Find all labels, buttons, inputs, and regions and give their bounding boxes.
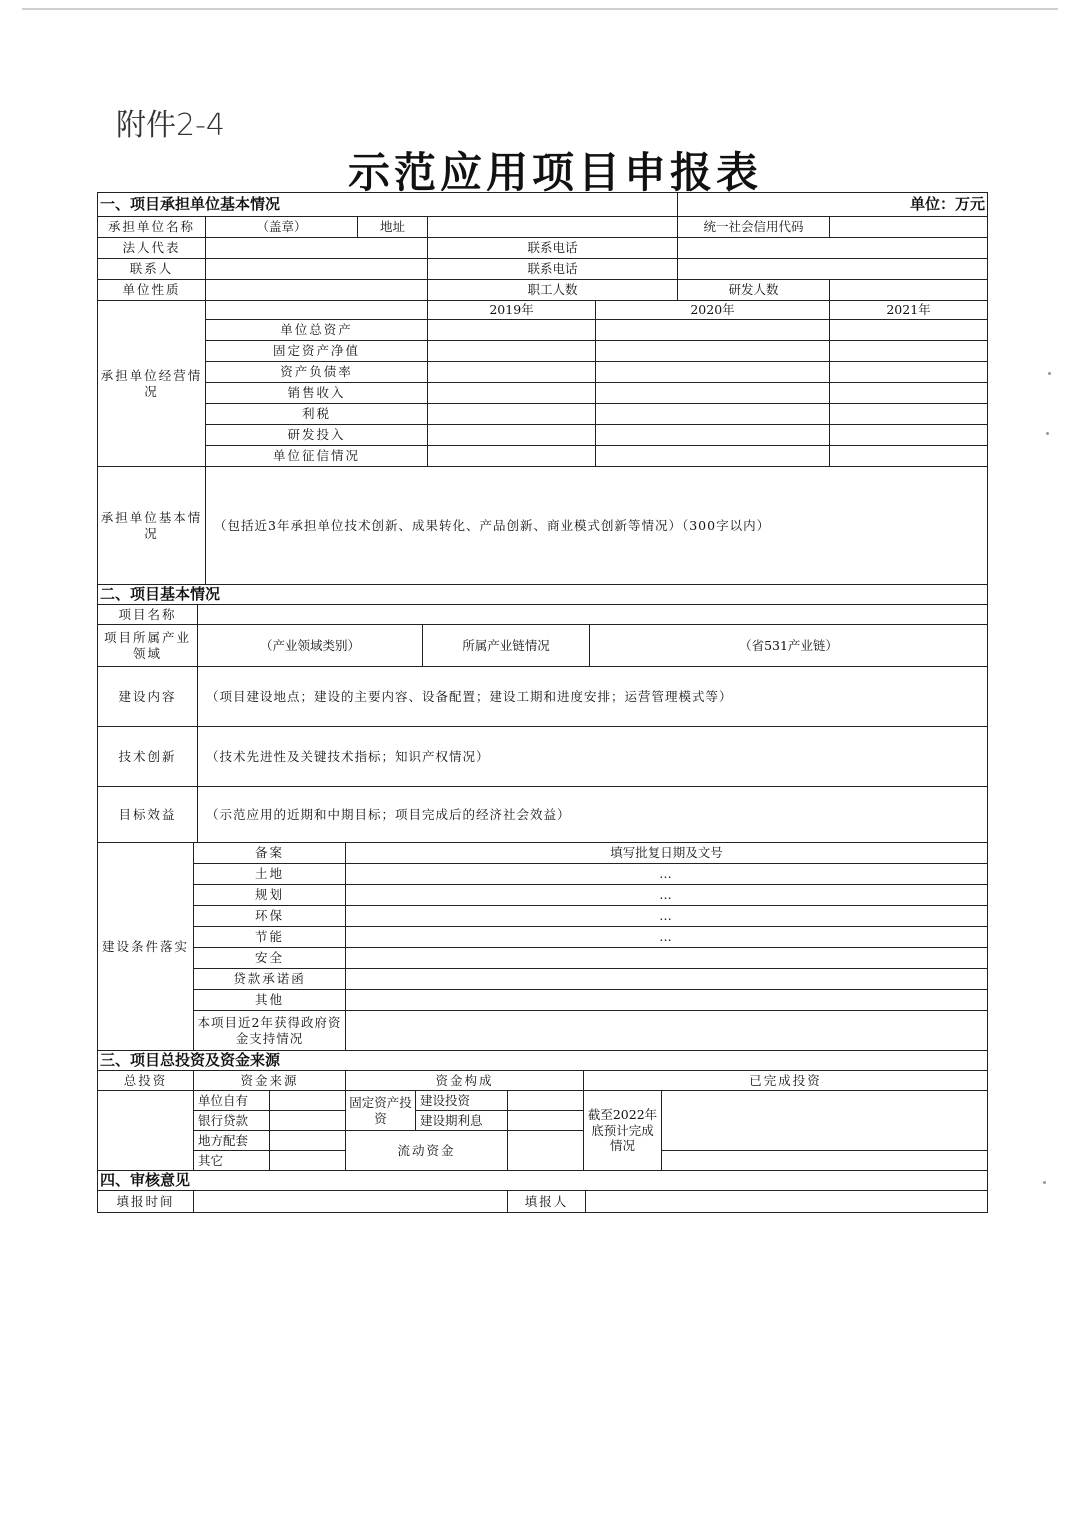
tech-label: 技术创新 [98, 727, 198, 787]
section4-table [97, 1170, 988, 1213]
contact-field[interactable] [206, 259, 428, 280]
field-label: 项目所属产业领域 [98, 625, 198, 667]
date-label: 填报时间 [98, 1191, 194, 1213]
filler-label: 填报人 [508, 1191, 586, 1213]
scan-speck [1046, 432, 1049, 435]
source-value[interactable] [270, 1131, 346, 1151]
scan-speck [1043, 1181, 1046, 1184]
rd-staff-label: 研发人数 [678, 280, 830, 301]
attachment-label: 附件2-4 [116, 108, 225, 143]
ops-row: 研发投入 [206, 425, 428, 446]
composition-label: 资金构成 [346, 1071, 584, 1091]
completed-label: 已完成投资 [584, 1071, 988, 1091]
condition-value[interactable] [346, 969, 988, 990]
year-2020: 2020年 [596, 301, 830, 320]
condition-item: 节能 [194, 927, 346, 948]
ops-label: 承担单位经营情况 [98, 301, 206, 467]
credit-code-field[interactable] [830, 217, 988, 238]
rd-staff-field[interactable] [830, 280, 988, 301]
source-value[interactable] [270, 1111, 346, 1131]
application-form [97, 192, 987, 1213]
ops-row: 利税 [206, 404, 428, 425]
completed-field[interactable] [662, 1091, 988, 1151]
section2-heading: 二、项目基本情况 [98, 585, 988, 605]
condition-item: 其他 [194, 990, 346, 1011]
section3-table [97, 1050, 988, 1171]
construction-interest-value[interactable] [508, 1111, 584, 1131]
top-border [22, 8, 1058, 10]
section1-heading: 一、项目承担单位基本情况 [98, 193, 678, 217]
scan-speck [1048, 372, 1051, 375]
construction-invest-value[interactable] [508, 1091, 584, 1111]
field-note[interactable]: （产业领域类别） [198, 625, 423, 667]
source-value[interactable] [270, 1091, 346, 1111]
year-2021: 2021年 [830, 301, 988, 320]
phone-field-2[interactable] [678, 259, 988, 280]
section1-table [97, 192, 988, 585]
phone-field-1[interactable] [678, 238, 988, 259]
working-capital-label: 流动资金 [346, 1131, 508, 1171]
source-item: 其它 [194, 1151, 270, 1171]
basic-note[interactable]: （包括近3年承担单位技术创新、成果转化、产品创新、商业模式创新等情况）（300字以内） [206, 467, 988, 585]
as-of-label: 截至2022年底预计完成情况 [584, 1091, 662, 1171]
ops-row: 单位征信情况 [206, 446, 428, 467]
condition-item: 备案 [194, 843, 346, 864]
project-name-label: 项目名称 [98, 605, 198, 625]
goal-label: 目标效益 [98, 787, 198, 843]
section4-heading: 四、审核意见 [98, 1171, 988, 1191]
working-capital-value[interactable] [508, 1131, 584, 1171]
nature-label: 单位性质 [98, 280, 206, 301]
source-item: 地方配套 [194, 1131, 270, 1151]
condition-item: 安全 [194, 948, 346, 969]
address-label: 地址 [358, 217, 428, 238]
contact-label: 联系人 [98, 259, 206, 280]
filler-field[interactable] [586, 1191, 988, 1213]
total-field[interactable] [98, 1091, 194, 1171]
source-item: 银行贷款 [194, 1111, 270, 1131]
total-label: 总投资 [98, 1071, 194, 1091]
construction-invest-label: 建设投资 [416, 1091, 508, 1111]
project-name-field[interactable] [198, 605, 988, 625]
condition-item: 本项目近2年获得政府资金支持情况 [194, 1011, 346, 1051]
ops-row: 固定资产净值 [206, 341, 428, 362]
legal-rep-field[interactable] [206, 238, 428, 259]
condition-value[interactable]: … [346, 906, 988, 927]
condition-value[interactable] [346, 948, 988, 969]
chain-label: 所属产业链情况 [423, 625, 590, 667]
source-item: 单位自有 [194, 1091, 270, 1111]
chain-note[interactable]: （省531产业链） [590, 625, 988, 667]
seal-note: （盖章） [206, 217, 358, 238]
fixed-label: 固定资产投资 [346, 1091, 416, 1131]
ops-row: 单位总资产 [206, 320, 428, 341]
condition-item: 贷款承诺函 [194, 969, 346, 990]
phone-label-2: 联系电话 [428, 259, 678, 280]
condition-value[interactable]: … [346, 885, 988, 906]
tech-note[interactable]: （技术先进性及关键技术指标；知识产权情况） [198, 727, 988, 787]
condition-value[interactable]: 填写批复日期及文号 [346, 843, 988, 864]
date-field[interactable] [194, 1191, 508, 1213]
org-name-label: 承担单位名称 [98, 217, 206, 238]
condition-item: 规划 [194, 885, 346, 906]
staff-label: 职工人数 [428, 280, 678, 301]
condition-value[interactable]: … [346, 927, 988, 948]
construction-note[interactable]: （项目建设地点；建设的主要内容、设备配置；建设工期和进度安排；运营管理模式等） [198, 667, 988, 727]
ops-row: 销售收入 [206, 383, 428, 404]
unit-label: 单位：万元 [678, 193, 988, 217]
construction-label: 建设内容 [98, 667, 198, 727]
section3-heading: 三、项目总投资及资金来源 [98, 1051, 988, 1071]
condition-value[interactable] [346, 1011, 988, 1051]
credit-code-label: 统一社会信用代码 [678, 217, 830, 238]
legal-rep-label: 法人代表 [98, 238, 206, 259]
condition-item: 土地 [194, 864, 346, 885]
condition-value[interactable]: … [346, 864, 988, 885]
source-label: 资金来源 [194, 1071, 346, 1091]
basic-label: 承担单位基本情况 [98, 467, 206, 585]
ops-row: 资产负债率 [206, 362, 428, 383]
construction-interest-label: 建设期利息 [416, 1111, 508, 1131]
nature-field[interactable] [206, 280, 428, 301]
conditions-table [97, 842, 988, 1051]
conditions-label: 建设条件落实 [98, 843, 194, 1051]
condition-item: 环保 [194, 906, 346, 927]
year-2019: 2019年 [428, 301, 596, 320]
condition-value[interactable] [346, 990, 988, 1011]
form-title: 示范应用项目申报表 [347, 148, 762, 197]
goal-note[interactable]: （示范应用的近期和中期目标；项目完成后的经济社会效益） [198, 787, 988, 843]
section2-table [97, 584, 988, 843]
address-field[interactable] [428, 217, 678, 238]
phone-label-1: 联系电话 [428, 238, 678, 259]
source-value[interactable] [270, 1151, 346, 1171]
